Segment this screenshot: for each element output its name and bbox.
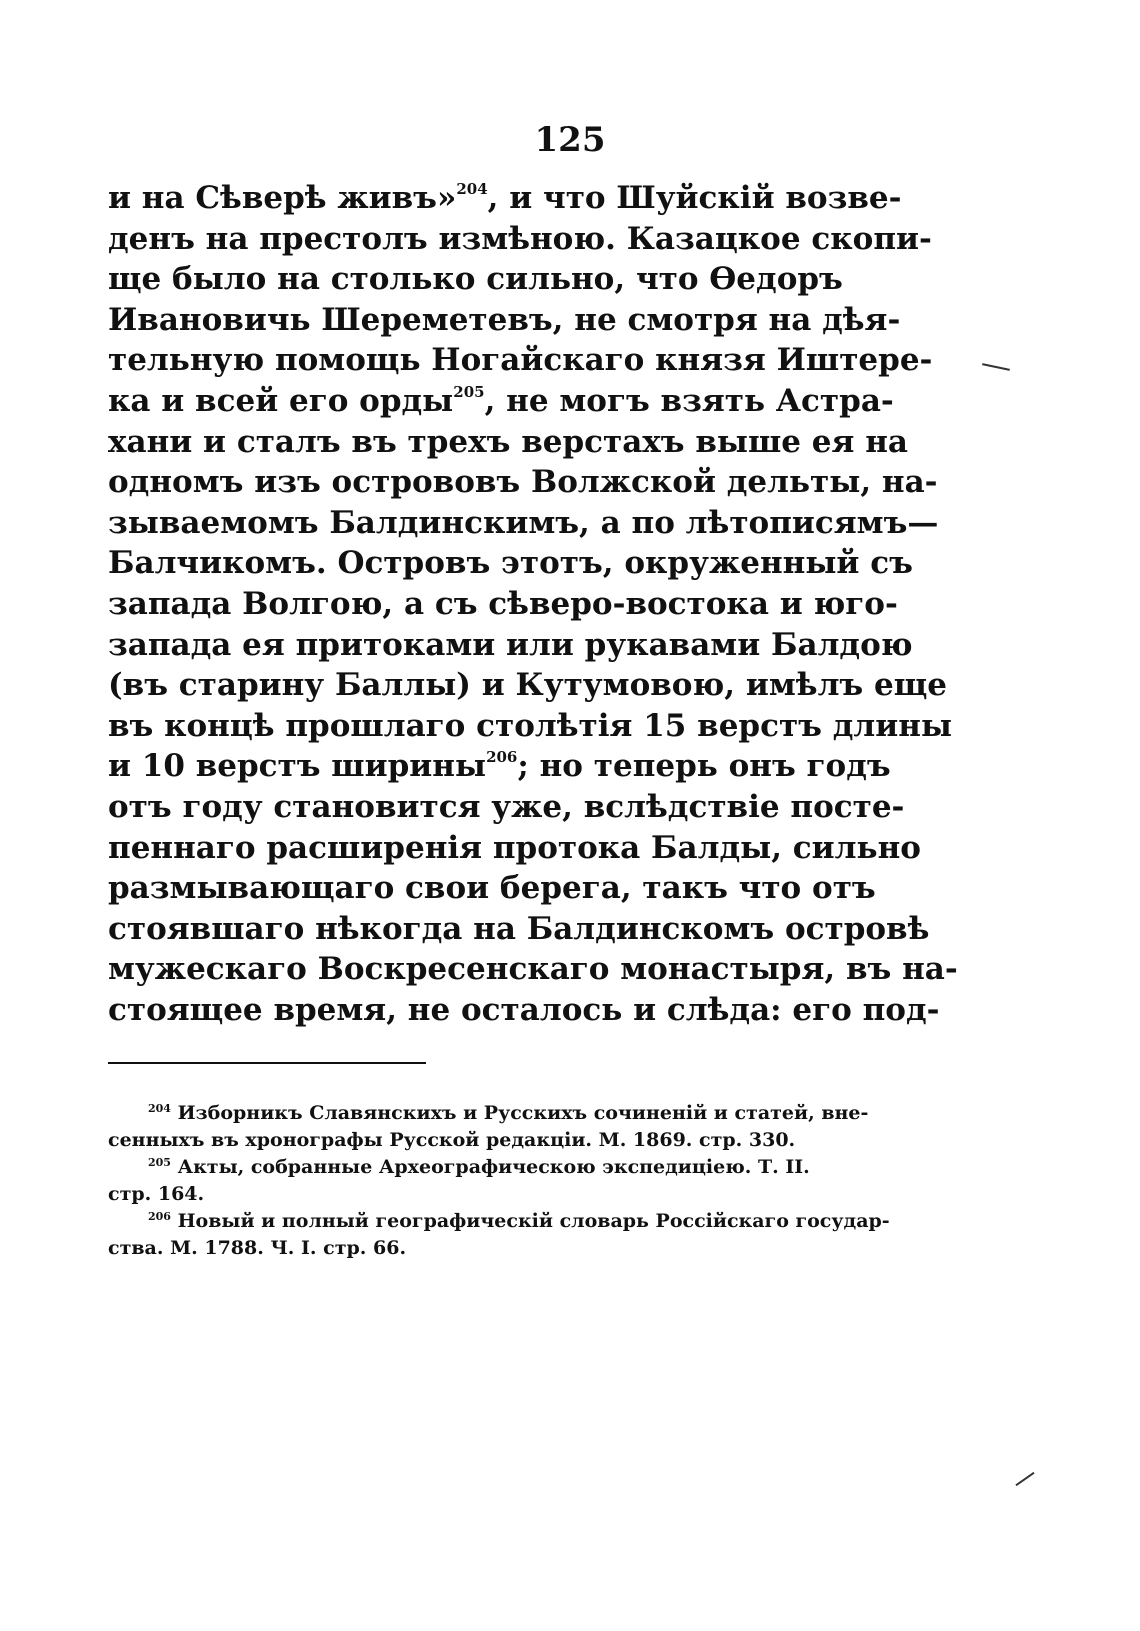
footnote-line: сенныхъ въ хронографы Русской редакціи. М. 1869. стр. 330. [108,1129,796,1151]
footnote-number: 206 [148,1210,171,1223]
text-line: тельную помощь Ногайскаго князя Иштере- [108,342,933,379]
text-line: одномъ изъ острововъ Волжской дельты, на- [108,464,938,501]
text-line: Балчикомъ. Островъ этотъ, окруженный съ [108,545,913,582]
footnote-ref: 205 [453,382,485,401]
text-line: ка и всей его орды$^{205}$, не могъ взять Астра- [108,382,894,419]
text-line: Ивановичь Шереметевъ, не смотря на дѣя- [108,301,901,338]
body-text [108,178,958,1030]
footnote-divider [108,1062,426,1064]
text-line: размывающаго свои берега, такъ что отъ [108,870,876,907]
text-line: запада ея притоками или рукавами Балдою [108,626,913,663]
text-line: денъ на престолъ измѣною. Казацкое скопи- [108,220,932,257]
page-number: 125 [534,120,606,160]
text-line: стоящее время, не осталось и слѣда: его под- [108,991,940,1028]
text-line: хани и сталъ въ трехъ верстахъ выше ея на [108,423,909,460]
text-line: отъ году становится уже, вслѣдствіе посте- [108,788,905,825]
footnote-number: 205 [148,1156,171,1169]
margin-mark [982,363,1010,371]
text-line: мужескаго Воскресенскаго монастыря, въ на- [108,951,958,988]
text-line: ще было на столько сильно, что Ѳедоръ [108,261,843,298]
text-line: пеннаго расширенія протока Балды, сильно [108,829,921,866]
footnote-line: $^{206}$ Новый и полный географическій словарь Россійскаго государ- [148,1210,890,1232]
text-line: (въ старину Баллы) и Кутумовою, имѣлъ еще [108,667,947,704]
text-line: и на Сѣверѣ живъ»$^{204}$, и что Шуйскій возве- [108,180,902,216]
footnotes [108,1100,890,1262]
text-line: въ концѣ прошлаго столѣтія 15 верстъ длины [108,707,953,744]
footnote-ref: 204 [456,180,488,198]
text-line: и 10 верстъ ширины$^{206}$; но теперь онъ годъ [108,748,891,785]
footnote-line: $^{205}$ Акты, собранные Археографическою экспедиціею. Т. II. [148,1156,810,1178]
footnote-line: стр. 164. [108,1183,205,1205]
margin-mark [1015,1472,1034,1486]
text-line: зываемомъ Балдинскимъ, а по лѣтописямъ— [108,504,939,541]
footnote-line: $^{204}$ Изборникъ Славянскихъ и Русскихъ сочиненій и статей, вне- [148,1102,869,1124]
footnote-line: ства. М. 1788. Ч. I. стр. 66. [108,1237,407,1259]
footnote-ref: 206 [486,748,518,767]
text-line: стоявшаго нѣкогда на Балдинскомъ островѣ [108,910,930,947]
footnote-number: 204 [148,1102,171,1115]
text-line: запада Волгою, а съ сѣверо-востока и юго- [108,585,898,622]
